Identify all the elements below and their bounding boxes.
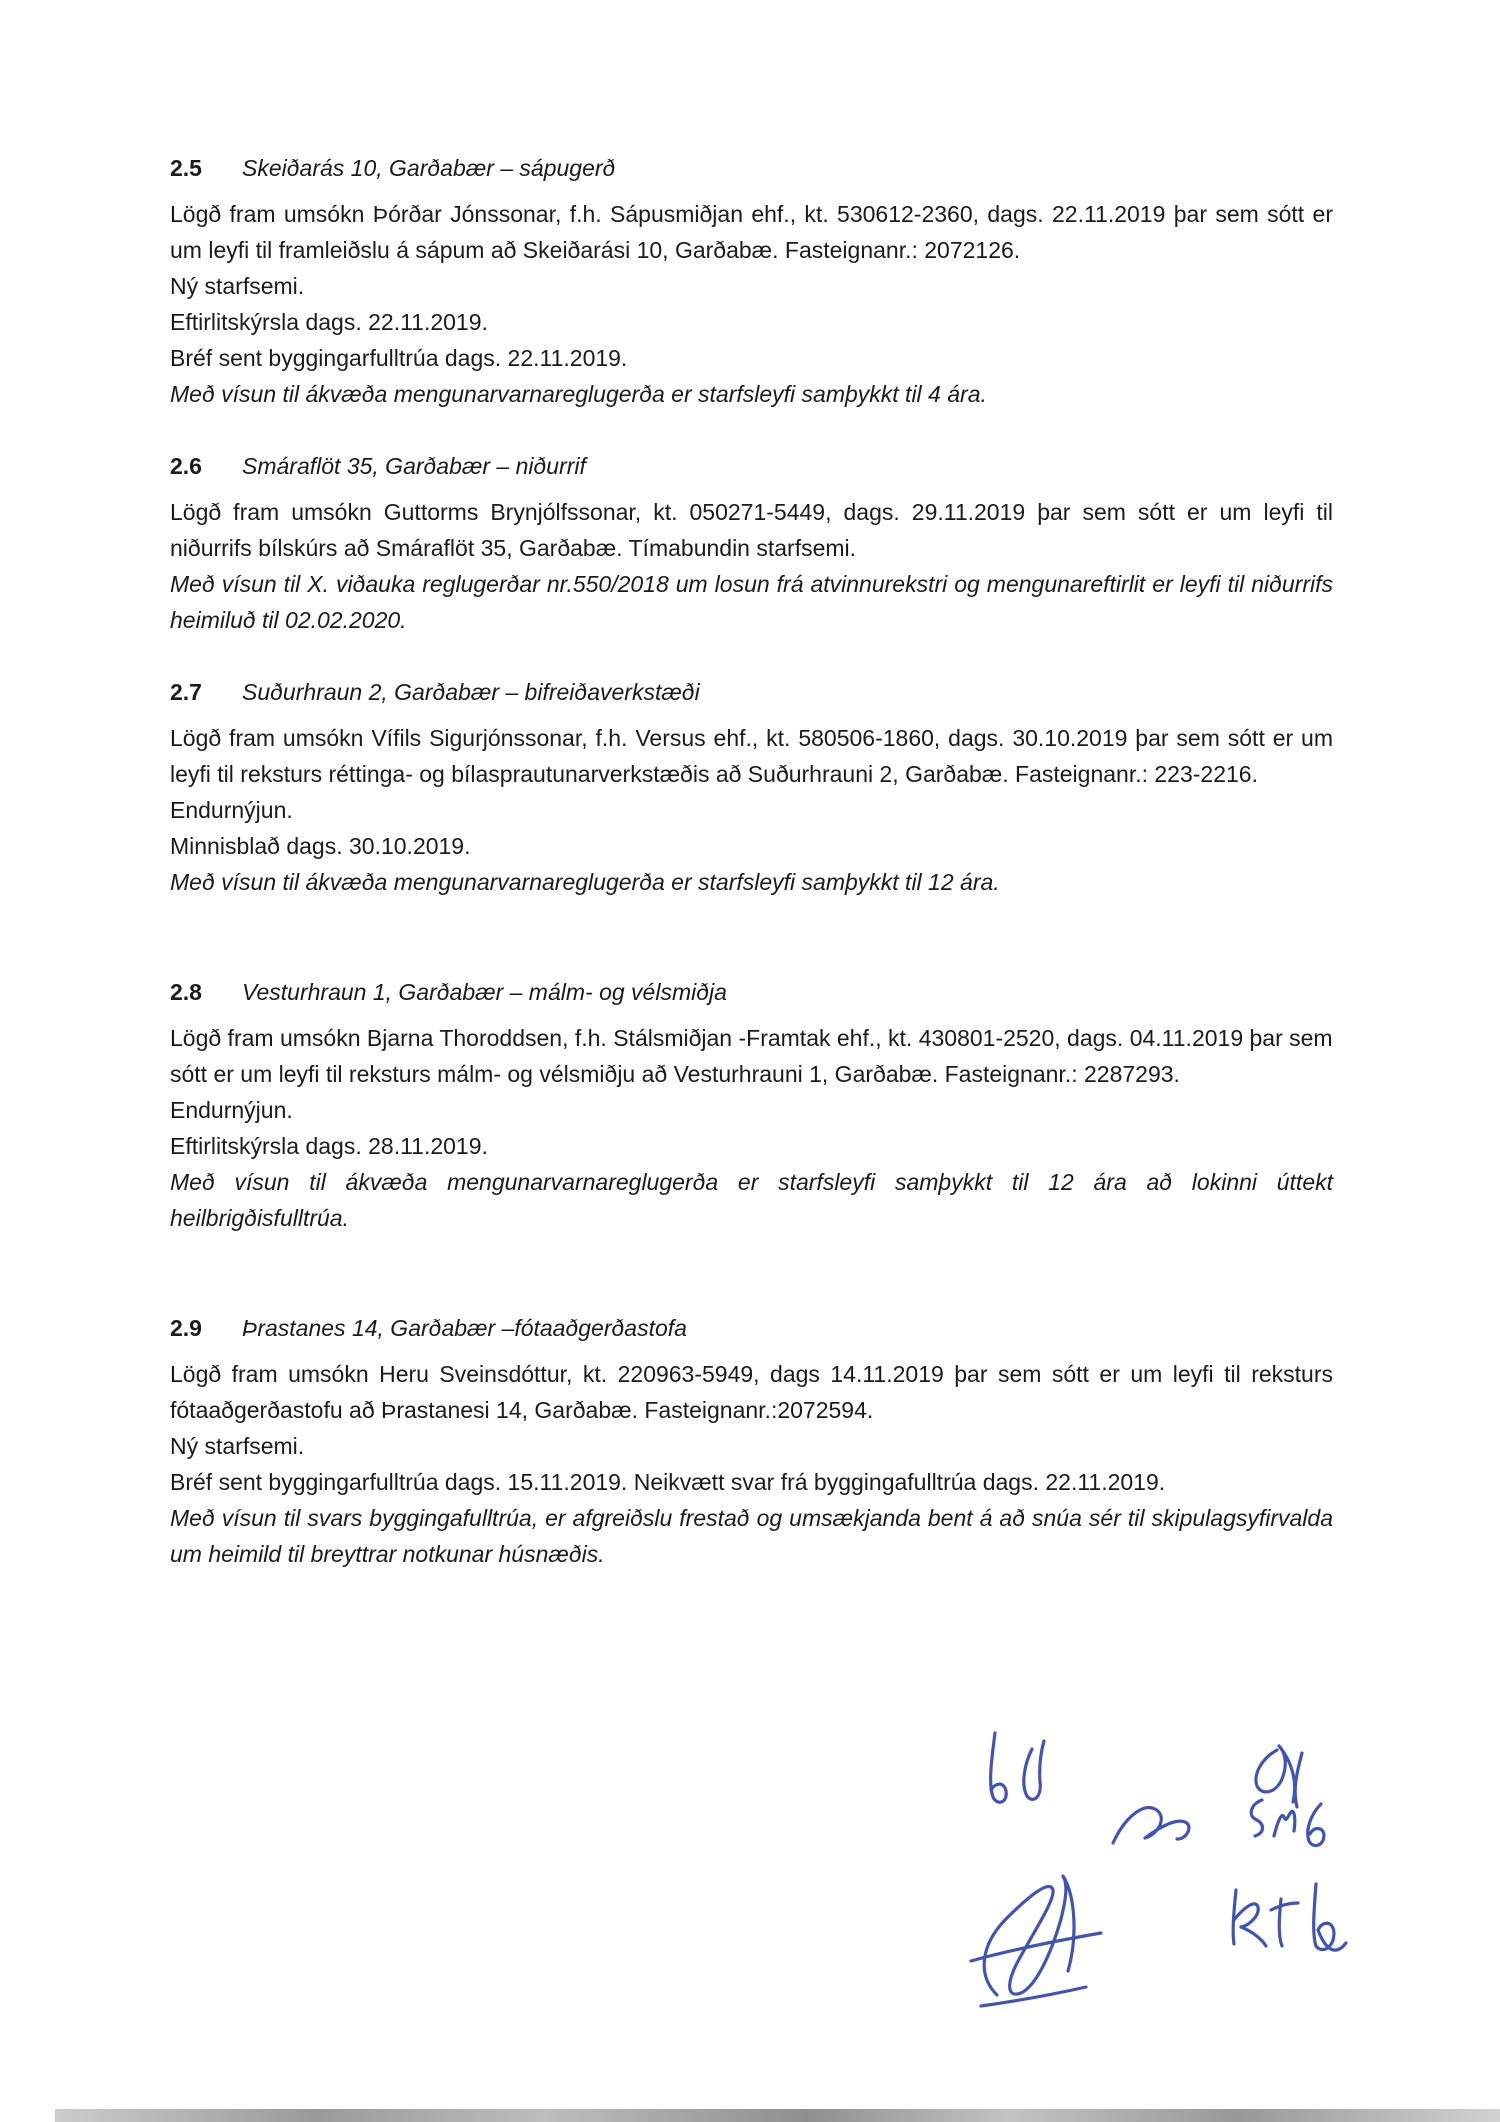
section-2-8 (170, 974, 1333, 1236)
section-number: 2.6 (170, 453, 202, 479)
paragraph: Eftirlitskýrsla dags. 28.11.2019. (170, 1133, 488, 1159)
section-2-9 (170, 1310, 1333, 1572)
section-heading (170, 674, 1333, 710)
section-2-7 (170, 674, 1333, 900)
section-number: 2.7 (170, 679, 202, 705)
paragraph: Lögð fram umsókn Vífils Sigurjónssonar, f.h. Versus ehf., kt. 580506-1860, dags. 30.10.2019 þar sem sótt er um leyfi til reksturs réttinga- og bílasprautunarverkstæðis að Suðurhrauni 2, Garðabæ. Fasteignanr.: 223-2216. (170, 725, 1333, 787)
paragraph: Lögð fram umsókn Bjarna Thoroddsen, f.h. Stálsmiðjan -Framtak ehf., kt. 430801-2520, dags. 04.11.2019 þar sem sótt er um leyfi til reksturs málm- og vélsmiðju að Vesturhrauni 1, Garðabæ. Fasteignanr.: 2287293. (170, 1025, 1333, 1087)
handwritten-signatures-ink (935, 1705, 1445, 2055)
section-heading (170, 974, 1333, 1010)
decision-paragraph: Með vísun til ákvæða mengunarvarnareglugerða er starfsleyfi samþykkt til 4 ára. (170, 381, 987, 407)
paragraph: Bréf sent byggingarfulltrúa dags. 15.11.2019. Neikvætt svar frá byggingafulltrúa dags. 22.11.2019. (170, 1469, 1166, 1495)
section-heading (170, 150, 1333, 186)
decision-paragraph: Með vísun til ákvæða mengunarvarnareglugerða er starfsleyfi samþykkt til 12 ára að lokinni úttekt heilbrigðisfulltrúa. (170, 1169, 1333, 1231)
decision-paragraph: Með vísun til svars byggingafulltrúa, er afgreiðslu frestað og umsækjanda bent á að snúa sér til skipulagsyfirvalda um heimild til breyttrar notkunar húsnæðis. (170, 1505, 1333, 1567)
section-title: Vesturhraun 1, Garðabær – málm- og vélsmiðja (242, 979, 727, 1005)
section-title: Smáraflöt 35, Garðabær – niðurrif (242, 453, 586, 479)
next-page-edge (55, 2109, 1500, 2122)
paragraph: Ný starfsemi. (170, 273, 305, 299)
document-content (170, 150, 1333, 1572)
decision-paragraph: Með vísun til ákvæða mengunarvarnareglugerða er starfsleyfi samþykkt til 12 ára. (170, 869, 1000, 895)
section-2-6 (170, 448, 1333, 638)
section-heading (170, 448, 1333, 484)
section-number: 2.8 (170, 979, 202, 1005)
section-title: Suðurhraun 2, Garðabær – bifreiðaverkstæði (242, 679, 700, 705)
section-title: Skeiðarás 10, Garðabær – sápugerð (242, 155, 616, 181)
decision-paragraph: Með vísun til X. viðauka reglugerðar nr.550/2018 um losun frá atvinnurekstri og mengunareftirlit er leyfi til niðurrifs heimiluð til 02.02.2020. (170, 571, 1333, 633)
section-heading (170, 1310, 1333, 1346)
paragraph: Eftirlitskýrsla dags. 22.11.2019. (170, 309, 488, 335)
ink-strokes (971, 1733, 1346, 2006)
section-2-5 (170, 150, 1333, 412)
paragraph: Bréf sent byggingarfulltrúa dags. 22.11.2019. (170, 345, 628, 371)
paragraph: Endurnýjun. (170, 1097, 293, 1123)
section-number: 2.5 (170, 155, 202, 181)
paragraph: Lögð fram umsókn Heru Sveinsdóttur, kt. 220963-5949, dags 14.11.2019 þar sem sótt er um leyfi til reksturs fótaaðgerðastofu að Þrastanesi 14, Garðabæ. Fasteignanr.:2072594. (170, 1361, 1333, 1423)
paragraph: Lögð fram umsókn Þórðar Jónssonar, f.h. Sápusmiðjan ehf., kt. 530612-2360, dags. 22.11.2019 þar sem sótt er um leyfi til framleiðslu á sápum að Skeiðarási 10, Garðabæ. Fasteignanr.: 2072126. (170, 201, 1333, 263)
paragraph: Lögð fram umsókn Guttorms Brynjólfssonar, kt. 050271-5449, dags. 29.11.2019 þar sem sótt er um leyfi til niðurrifs bílskúrs að Smáraflöt 35, Garðabæ. Tímabundin starfsemi. (170, 499, 1333, 561)
paragraph: Ný starfsemi. (170, 1433, 305, 1459)
paragraph: Endurnýjun. (170, 797, 293, 823)
section-title: Þrastanes 14, Garðabær –fótaaðgerðastofa (242, 1315, 687, 1341)
paragraph: Minnisblað dags. 30.10.2019. (170, 833, 471, 859)
section-number: 2.9 (170, 1315, 202, 1341)
